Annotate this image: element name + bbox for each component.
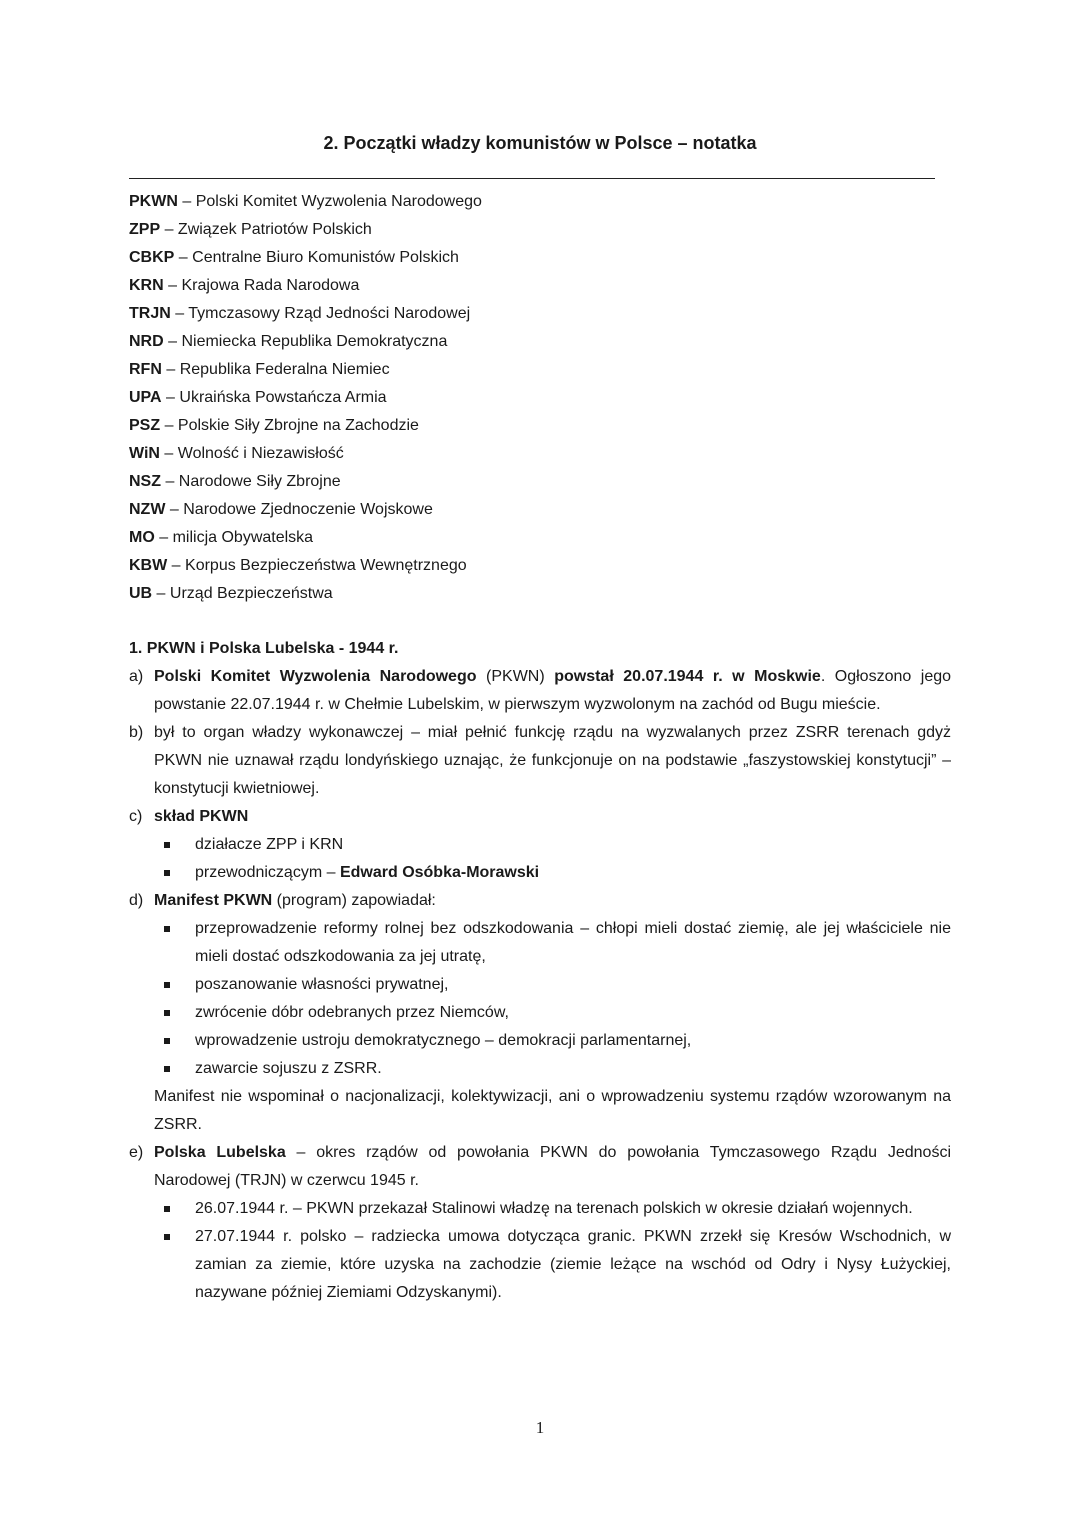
point-letter: b) <box>129 724 144 741</box>
abbreviation-item: ZPP – Związek Patriotów Polskich <box>129 221 372 238</box>
abbreviation-meaning: Niemiecka Republika Demokratyczna <box>181 333 448 350</box>
abbreviation: ZPP <box>129 221 161 238</box>
abbreviation-item: PKWN – Polski Komitet Wyzwolenia Narodowego <box>129 193 482 210</box>
point-d: d) Manifest PKWN (program) zapowiadał: <box>129 887 951 915</box>
bullet-square-icon <box>164 1010 170 1016</box>
abbreviation-item: CBKP – Centralne Biuro Komunistów Polskich <box>129 249 459 266</box>
bullet-square-icon <box>164 1234 170 1240</box>
abbreviation: CBKP <box>129 249 175 266</box>
point-a: a) Polski Komitet Wyzwolenia Narodowego (PKWN) powstał 20.07.1944 r. w Moskwie. Ogłoszono jego powstanie 22.07.1944 r. w Chełmie Lubelskim, w pierwszym wyzwolonym na zachód od Bugu mieście. <box>129 663 951 719</box>
list-item: zawarcie sojuszu z ZSRR. <box>129 1055 951 1083</box>
abbreviation: PKWN <box>129 193 178 210</box>
abbreviation-meaning: Korpus Bezpieczeństwa Wewnętrznego <box>185 557 467 574</box>
manifest-note: Manifest nie wspominał o nacjonalizacji, kolektywizacji, ani o wprowadzeniu systemu rządów wzorowanym na ZSRR. <box>154 1088 951 1133</box>
abbreviation-meaning: Wolność i Niezawisłość <box>177 445 344 462</box>
abbreviation-meaning: Narodowe Zjednoczenie Wojskowe <box>183 501 433 518</box>
abbreviation: PSZ <box>129 417 161 434</box>
abbreviation: MO <box>129 529 155 546</box>
point-c: c) skład PKWN <box>129 803 951 831</box>
abbreviation-meaning: Urząd Bezpieczeństwa <box>169 585 333 602</box>
abbreviation-list <box>129 188 949 608</box>
abbreviation-item: KRN – Krajowa Rada Narodowa <box>129 277 360 294</box>
abbreviation-item: KBW – Korpus Bezpieczeństwa Wewnętrznego <box>129 557 467 574</box>
abbreviation-meaning: Krajowa Rada Narodowa <box>181 277 360 294</box>
bullet-square-icon <box>164 982 170 988</box>
abbreviation-meaning: Związek Patriotów Polskich <box>177 221 372 238</box>
abbreviation-item: RFN – Republika Federalna Niemiec <box>129 361 390 378</box>
point-b: b) był to organ władzy wykonawczej – miał pełnić funkcję rządu na wyzwalanych przez ZSRR terenach gdyż PKWN nie uznawał rządu londyńskiego uznając, że funkcjonuje on na podstawie „faszystowskiej konstytucji” – konstytucji kwietniowej. <box>129 719 951 803</box>
abbreviation: KRN <box>129 277 164 294</box>
abbreviation: KBW <box>129 557 168 574</box>
abbreviation-item: NRD – Niemiecka Republika Demokratyczna <box>129 333 448 350</box>
abbreviation-item: TRJN – Tymczasowy Rząd Jedności Narodowej <box>129 305 471 322</box>
point-letter: e) <box>129 1144 144 1161</box>
abbreviation-item: NZW – Narodowe Zjednoczenie Wojskowe <box>129 501 433 518</box>
point-letter: d) <box>129 892 144 909</box>
section-pkwn <box>129 635 951 1307</box>
abbreviation-item: UPA – Ukraińska Powstańcza Armia <box>129 389 387 406</box>
abbreviation-meaning: Ukraińska Powstańcza Armia <box>179 389 387 406</box>
abbreviation-meaning: Tymczasowy Rząd Jedności Narodowej <box>188 305 471 322</box>
abbreviation: UPA <box>129 389 162 406</box>
page-number: 1 <box>535 1418 545 1437</box>
section-heading: 1. PKWN i Polska Lubelska - 1944 r. <box>129 640 399 657</box>
list-item: 27.07.1944 r. polsko – radziecka umowa dotycząca granic. PKWN zrzekł się Kresów Wschodnich, w zamian za ziemie, które uzyska na zachodzie (ziemie leżące na wschód od Odry i Nysy Łużyckiej, nazywane później Ziemiami Odzyskanymi). <box>129 1223 951 1307</box>
point-letter: a) <box>129 668 144 685</box>
list-item: zwrócenie dóbr odebranych przez Niemców, <box>129 999 951 1027</box>
list-item: 26.07.1944 r. – PKWN przekazał Stalinowi władzę na terenach polskich w okresie działań wojennych. <box>129 1195 951 1223</box>
abbreviation-meaning: Centralne Biuro Komunistów Polskich <box>192 249 459 266</box>
polska-lubelska-bullets <box>129 1195 951 1307</box>
bullet-square-icon <box>164 1038 170 1044</box>
abbreviation-meaning: Republika Federalna Niemiec <box>179 361 390 378</box>
list-item: przeprowadzenie reformy rolnej bez odszkodowania – chłopi mieli dostać ziemię, ale jej właściciele nie mieli dostać odszkodowania za jej utratę, <box>129 915 951 971</box>
abbreviation: RFN <box>129 361 162 378</box>
abbreviation-item: WiN – Wolność i Niezawisłość <box>129 445 344 462</box>
title-underline <box>129 178 935 179</box>
list-item: poszanowanie własności prywatnej, <box>129 971 951 999</box>
manifest-bullets <box>129 915 951 1083</box>
point-e: e) Polska Lubelska – okres rządów od powołania PKWN do powołania Tymczasowego Rządu Jedności Narodowej (TRJN) w czerwcu 1945 r. <box>129 1139 951 1195</box>
abbreviation-meaning: Narodowe Siły Zbrojne <box>178 473 341 490</box>
abbreviation-meaning: milicja Obywatelska <box>172 529 314 546</box>
list-item: wprowadzenie ustroju demokratycznego – demokracji parlamentarnej, <box>129 1027 951 1055</box>
document-title: 2. Początki władzy komunistów w Polsce – notatka <box>323 133 757 153</box>
abbreviation: TRJN <box>129 305 171 322</box>
abbreviation: NRD <box>129 333 164 350</box>
bullet-square-icon <box>164 870 170 876</box>
abbreviation: WiN <box>129 445 160 462</box>
bullet-square-icon <box>164 1066 170 1072</box>
abbreviation: NZW <box>129 501 166 518</box>
list-item: przewodniczącym – Edward Osóbka-Morawski <box>129 859 951 887</box>
list-item: działacze ZPP i KRN <box>129 831 951 859</box>
abbreviation-item: NSZ – Narodowe Siły Zbrojne <box>129 473 341 490</box>
abbreviation-item: UB – Urząd Bezpieczeństwa <box>129 585 333 602</box>
abbreviation-meaning: Polskie Siły Zbrojne na Zachodzie <box>177 417 419 434</box>
bullet-square-icon <box>164 926 170 932</box>
abbreviation-item: PSZ – Polskie Siły Zbrojne na Zachodzie <box>129 417 419 434</box>
abbreviation-meaning: Polski Komitet Wyzwolenia Narodowego <box>195 193 482 210</box>
point-c-bullets <box>129 831 951 887</box>
bullet-square-icon <box>164 842 170 848</box>
abbreviation: UB <box>129 585 153 602</box>
point-letter: c) <box>129 808 143 825</box>
abbreviation: NSZ <box>129 473 161 490</box>
abbreviation-item: MO – milicja Obywatelska <box>129 529 314 546</box>
bullet-square-icon <box>164 1206 170 1212</box>
